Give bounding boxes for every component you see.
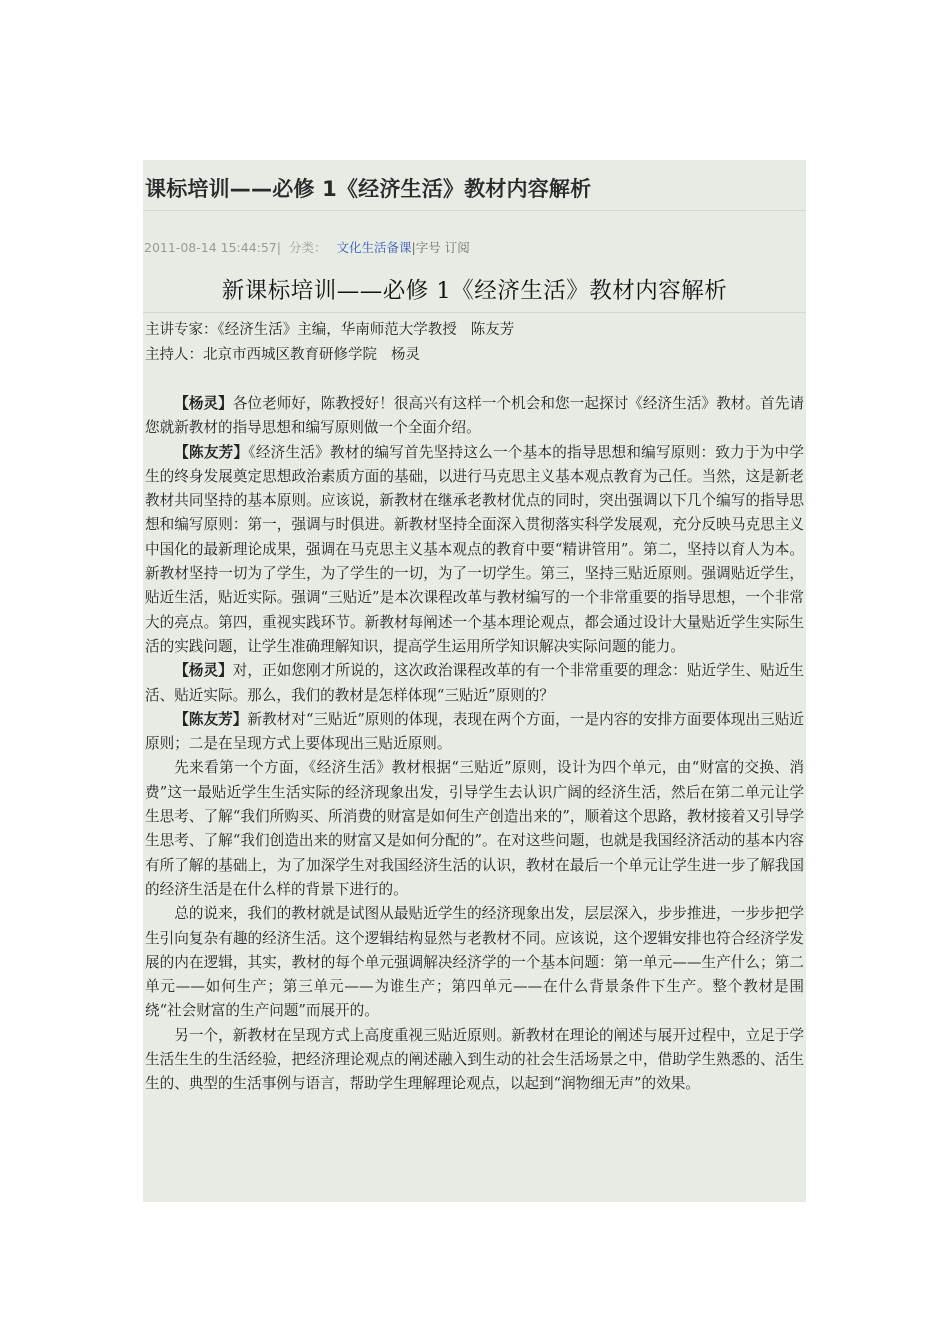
paragraph (143, 659, 806, 708)
paragraph-text: 各位老师好，陈教授好！很高兴有这样一个机会和您一起探讨《经济生活》教材。首先请您就新教材的指导思想和编写原则做一个全面介绍。 (145, 395, 804, 437)
speaker-tag: 【杨灵】 (174, 662, 233, 680)
speaker-tag: 【陈友芳】 (174, 443, 249, 461)
paragraph-text: 另一个，新教材在呈现方式上高度重视三贴近原则。新教材在理论的阐述与展开过程中，立足于学生活生生的生活经验，把经济理论观点的阐述融入到生动的社会生活场景之中，借助学生熟悉的、活生生的、典型的生活事例与语言，帮助学生理解理论观点，以起到“润物细无声”的效果。 (145, 1026, 804, 1093)
blog-article (143, 160, 806, 1202)
category-link[interactable]: 文化生活备课 (336, 240, 412, 255)
host-name: 杨灵 (391, 347, 420, 363)
paragraph-text: 《经济生活》教材的编写首先坚持这么一个基本的指导思想和编写原则：致力于为中学生的终身发展奠定思想政治素质方面的基础，以进行马克思主义基本观点教育为己任。当然，这是新老教材共同坚持的基本原则。应该说，新教材在继承老教材优点的同时，突出强调以下几个编写的指导思想和编写原则：第一，强调与时俱进。新教材坚持全面深入贯彻落实科学发展观，充分反映马克思主义中国化的最新理论成果，强调在马克思主义基本观点的教育中要“精讲管用”。第二，坚持以育人为本。新教材坚持一切为了学生，为了学生的一切，为了一切学生。第三，坚持三贴近原则。强调贴近学生，贴近生活，贴近实际。强调“三贴近”是本次课程改革与教材编写的一个非常重要的指导思想，一个非常大的亮点。第四，重视实践环节。新教材每阐述一个基本理论观点，都会通过设计大量贴近学生实际生活的实践问题，让学生准确理解知识，提高学生运用所学知识解决实际问题的能力。 (145, 443, 804, 655)
font-size-link[interactable]: 字号 (415, 240, 441, 255)
article-body (143, 392, 806, 1097)
subscribe-link[interactable]: 订阅 (444, 240, 470, 255)
post-meta (143, 236, 806, 260)
paragraph-text: 对，正如您刚才所说的，这次政治课程改革的有一个非常重要的理念：贴近学生、贴近生活、贴近实际。那么，我们的教材是怎样体现“三贴近”原则的？ (145, 662, 804, 704)
host-line (143, 343, 806, 368)
title-band (143, 160, 806, 211)
paragraph-text: 新教材对“三贴近”原则的体现，表现在两个方面，一是内容的安排方面要体现出三贴近原则；二是在呈现方式上要体现出三贴近原则。 (145, 710, 804, 753)
speaker-tag: 【陈友芳】 (174, 710, 248, 728)
speaker-tag: 【杨灵】 (174, 395, 233, 412)
presenter-line (143, 318, 806, 343)
paragraph (143, 441, 806, 660)
paragraph (143, 756, 806, 902)
paragraph (143, 1024, 806, 1097)
host-label: 主持人： (145, 347, 203, 363)
meta-separator: | (276, 240, 281, 255)
paragraph (143, 392, 806, 441)
presenter-label: 主讲专家： (145, 322, 218, 338)
post-datetime: 2011-08-14 15:44:57 (144, 240, 277, 255)
blog-title: 课标培训——必修 1《经济生活》教材内容解析 (145, 177, 592, 201)
paragraph-text: 总的说来，我们的教材就是试图从最贴近学生的经济现象出发，层层深入，步步推进，一步步把学生引向复杂有趣的经济生活。这个逻辑结构显然与老教材不同。应该说，这个逻辑安排也符合经济学发展的内在逻辑，其实，教材的每个单元强调解决经济学的一个基本问题：第一单元——生产什么；第二单元——如何生产；第三单元——为谁生产；第四单元——在什么背景条件下生产。整个教材是围绕“社会财富的生产问题”而展开的。 (145, 905, 804, 1020)
document-title: 新课标培训——必修 1《经济生活》教材内容解析 (221, 278, 728, 304)
host-desc: 北京市西城区教育研修学院 (203, 347, 377, 363)
presenter-name: 陈友芳 (470, 322, 515, 338)
paragraph (143, 902, 806, 1023)
presenter-desc: 《经济生活》主编，华南师范大学教授 (217, 322, 457, 338)
category-label: 分类： (288, 240, 327, 255)
meta-separator: | (411, 240, 416, 255)
paragraph-text: 先来看第一个方面，《经济生活》教材根据“三贴近”原则，设计为四个单元，由“财富的交换、消费”这一最贴近学生生活实际的经济现象出发，引导学生去认识广阔的经济生活，然后在第二单元让学生思考、了解“我们所购买、所消费的财富是如何生产创造出来的”，顺着这个思路，教材接着又引导学生思考、了解“我们创造出来的财富又是如何分配的”。在对这些问题，也就是我国经济活动的基本内容有所了解的基础上，为了加深学生对我国经济生活的认识，教材在最后一个单元让学生进一步了解我国的经济生活是在什么样的背景下进行的。 (145, 759, 804, 898)
paragraph (143, 708, 806, 757)
speaker-info (143, 312, 806, 378)
